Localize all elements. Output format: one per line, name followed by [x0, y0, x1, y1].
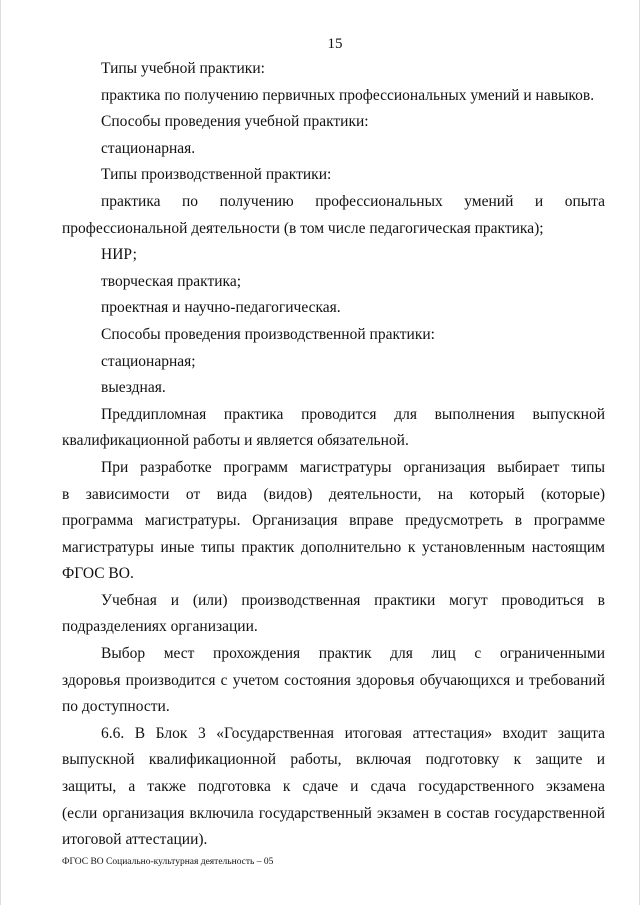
text-line: стационарная;: [101, 352, 196, 370]
text-line: практика по получению профессиональных умений и опыта: [101, 192, 605, 210]
left-page-edge: [0, 0, 1, 905]
text-line: в зависимости от вида (видов) деятельности, на который (которые): [62, 485, 605, 503]
text-line: здоровья производится с учетом состояния здоровья обучающихся и требований: [62, 671, 605, 689]
text-line: Выбор мест прохождения практик для лиц с ограниченными: [101, 645, 605, 663]
text-line: творческая практика;: [101, 272, 242, 290]
text-line: (если организация включила государственный экзамен в состав государственной: [62, 804, 605, 822]
text-line: выпускной квалификационной работы, включая подготовку к защите и: [62, 751, 605, 769]
text-line: Типы учебной практики:: [101, 60, 265, 77]
text-line: Учебная и (или) производственная практики могут проводиться в: [101, 591, 605, 609]
page-number: 15: [327, 36, 343, 52]
text-line: Способы проведения производственной практики:: [101, 325, 435, 343]
text-line: по доступности.: [62, 698, 170, 716]
text-line: Типы производственной практики:: [101, 166, 332, 184]
text-line: Преддипломная практика проводится для выполнения выпускной: [101, 405, 605, 423]
text-line: профессиональной деятельности (в том числе педагогическая практика);: [62, 219, 544, 237]
text-line: магистратуры иные типы практик дополнительно к установленным настоящим: [62, 538, 605, 556]
text-line: ФГОС ВО.: [62, 565, 134, 583]
text-line: защиты, а также подготовка к сдаче и сдача государственного экзамена: [62, 778, 605, 796]
text-line: итоговой аттестации).: [62, 831, 208, 849]
text-line: стационарная.: [101, 139, 196, 157]
text-line: выездная.: [101, 379, 166, 397]
text-line: НИР;: [101, 246, 137, 264]
text-line: подразделениях организации.: [62, 618, 258, 636]
text-line: При разработке программ магистратуры организация выбирает типы: [101, 458, 605, 476]
text-line: квалификационной работы и является обязательной.: [62, 432, 409, 450]
text-line: программа магистратуры. Организация вправе предусмотреть в программе: [62, 512, 605, 530]
text-line: Способы проведения учебной практики:: [101, 113, 369, 131]
document-body: [62, 56, 605, 854]
text-line: практика по получению первичных профессиональных умений и навыков.: [101, 86, 595, 104]
text-line: проектная и научно-педагогическая.: [101, 299, 341, 317]
text-line: 6.6. В Блок 3 «Государственная итоговая аттестация» входит защита: [101, 724, 605, 742]
document-footer: ФГОС ВО Социально-культурная деятельность – 05: [62, 857, 274, 867]
